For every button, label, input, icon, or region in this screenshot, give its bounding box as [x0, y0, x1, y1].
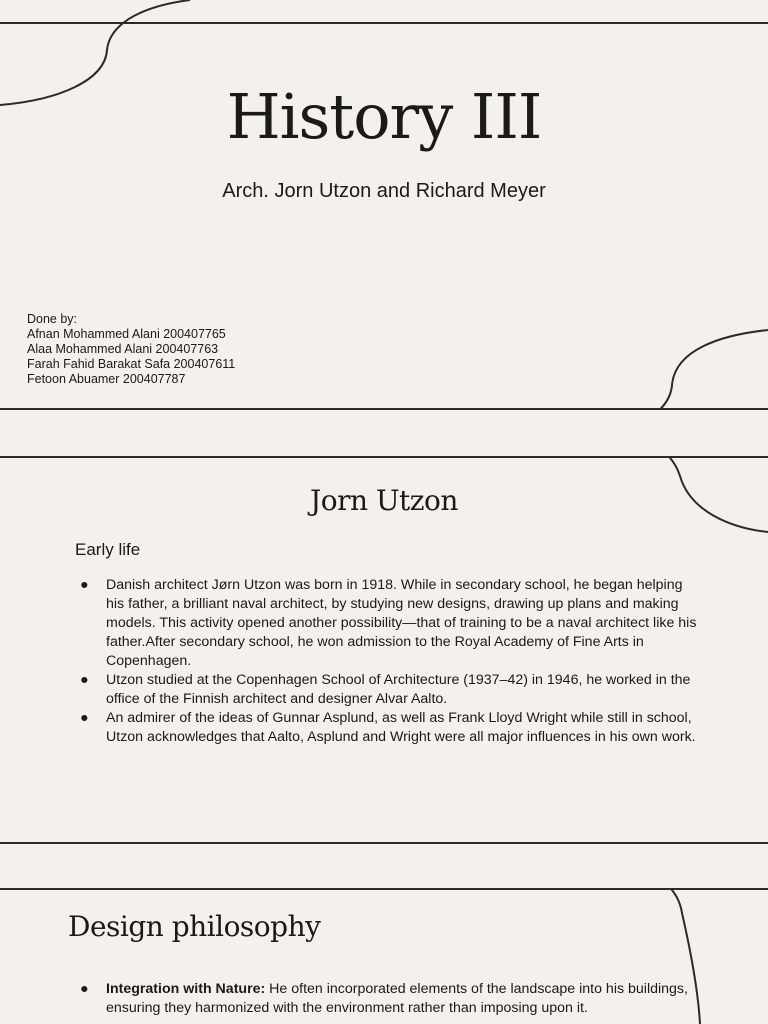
list-item-text: He often incorporated elements of the landscape into his buildings, ensuring they harmonized with the environment rather than imposing upon it.: [106, 981, 688, 1016]
bullet-list: [78, 576, 698, 747]
page-title: History III: [226, 80, 542, 153]
credits-label: Done by:: [27, 312, 78, 326]
bullet-icon: ●: [80, 672, 89, 688]
list-item-text: An admirer of the ideas of Gunnar Asplund, as well as Frank Lloyd Wright while still in school, Utzon acknowledges that Aalto, Asplund and Wright were all major influences in his own work.: [106, 710, 696, 745]
bullet-icon: ●: [80, 710, 89, 726]
design-philosophy-slide: [0, 888, 768, 1024]
page-subtitle: Arch. Jorn Utzon and Richard Meyer: [222, 180, 546, 202]
top-rule: [0, 888, 768, 890]
jorn-utzon-slide: [0, 456, 768, 844]
section-heading: Jorn Utzon: [310, 484, 458, 517]
bullet-list: [78, 980, 698, 1018]
list-item-text: Danish architect Jørn Utzon was born in 1918. While in secondary school, he began helping his father, a brilliant naval architect, by studying new designs, drawing up plans and making models. This activity opened another possibility—that of training to be a naval architect like his father.After secondary school, he won admission to the Royal Academy of Fine Arts in Copenhagen.: [106, 577, 697, 669]
credit-line: Afnan Mohammed Alani 200407765: [27, 327, 226, 341]
bottom-rule: [0, 842, 768, 844]
credit-line: Alaa Mohammed Alani 200407763: [27, 342, 219, 356]
list-item: [78, 671, 698, 709]
list-item: [78, 576, 698, 671]
top-rule: [0, 456, 768, 458]
list-item-text: Utzon studied at the Copenhagen School of Architecture (1937–42) in 1946, he worked in the office of the Finnish architect and designer Alvar Aalto.: [106, 672, 691, 707]
bullet-icon: ●: [80, 577, 89, 593]
credits-block: [27, 312, 235, 387]
section-heading: Design philosophy: [68, 910, 321, 943]
section-subheading: Early life: [75, 540, 141, 559]
credit-line: Farah Fahid Barakat Safa 200407611: [27, 357, 236, 371]
list-item: [78, 980, 698, 1018]
title-slide: [0, 0, 768, 410]
bottom-rule: [0, 408, 768, 410]
bullet-icon: ●: [80, 981, 89, 997]
list-item: [78, 709, 698, 747]
list-item-label: Integration with Nature:: [106, 981, 266, 997]
credit-line: Fetoon Abuamer 200407787: [27, 372, 186, 386]
top-rule: [0, 22, 768, 24]
